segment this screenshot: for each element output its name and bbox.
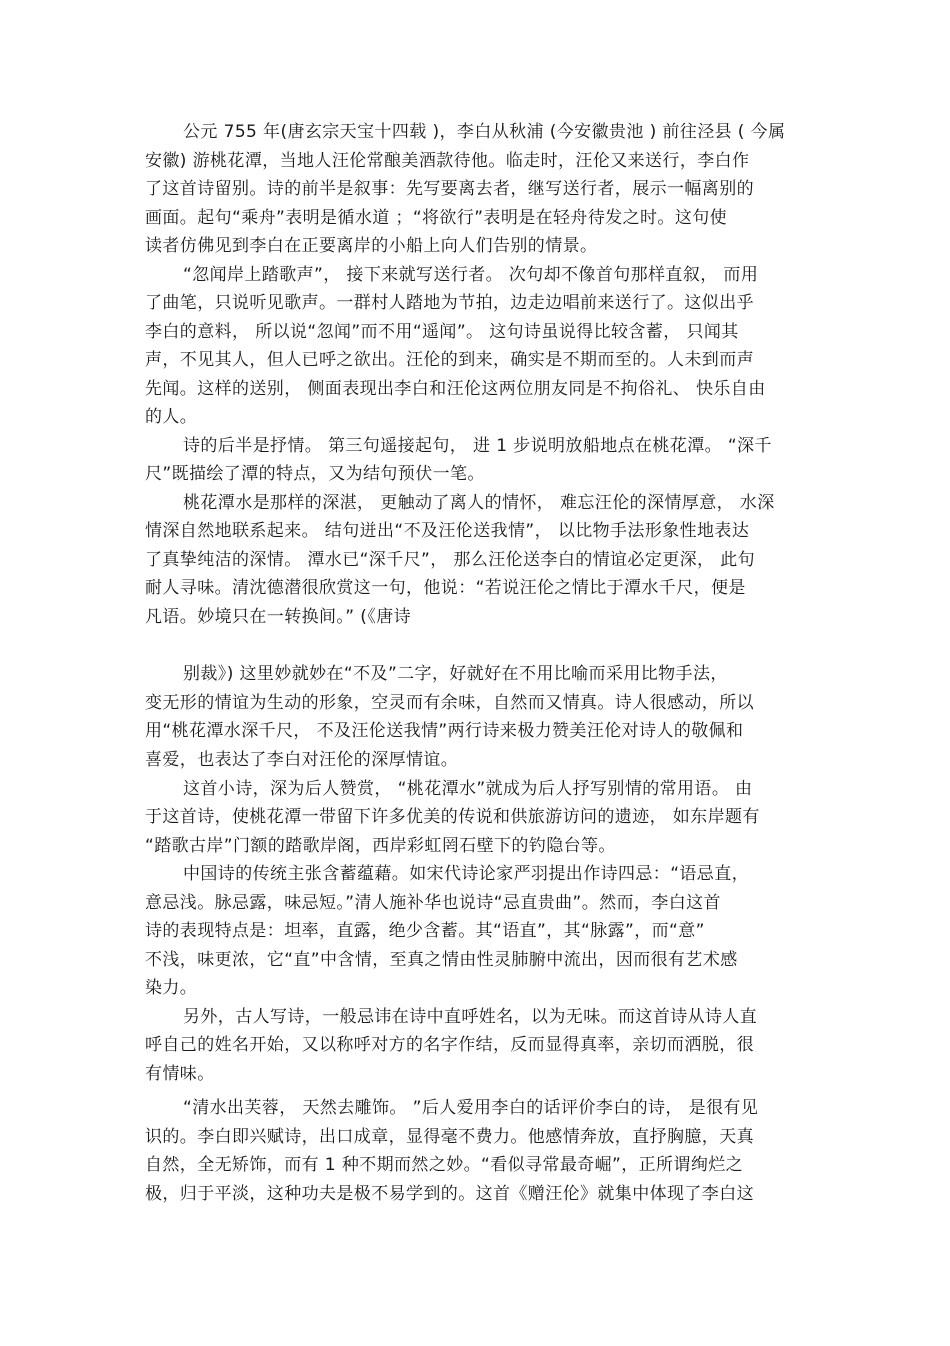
text-line: 先闻。这样的送别， 侧面表现出李白和汪伦这两位朋友同是不拘俗礼、 快乐自由 [145, 379, 766, 399]
text-line: 不浅，味更浓，它“直”中含情，至真之情由性灵肺腑中流出，因而很有艺术感 [145, 950, 738, 970]
text-line: 情深自然地联系起来。 结句迸出“不及汪伦送我情”， 以比物手法形象性地表达 [145, 521, 750, 541]
text-line: 有情味。 [145, 1064, 215, 1084]
text-line: 意忌浅。脉忌露，味忌短。”清人施补华也说诗“忌直贵曲”。然而，李白这首 [145, 893, 721, 913]
text-line: 声，不见其人，但人已呼之欲出。汪伦的到来，确实是不期而至的。人未到而声 [145, 350, 754, 370]
text-line: 画面。起句“乘舟”表明是循水道 ；“将欲行”表明是在轻舟待发之时。这句使 [145, 208, 728, 228]
text-line: 桃花潭水是那样的深湛， 更触动了离人的情怀， 难忘汪伦的深情厚意， 水深 [183, 493, 775, 513]
text-line: 用“桃花潭水深千尺， 不及汪伦送我情”两行诗来极力赞美汪伦对诗人的敬佩和 [145, 721, 744, 741]
text-line: 于这首诗，使桃花潭一带留下许多优美的传说和供旅游访问的遗迹， 如东岸题有 [145, 807, 760, 827]
text-line: “忽闻岸上踏歌声”， 接下来就写送行者。 次句却不像首句那样直叙， 而用 [183, 265, 759, 285]
text-line: 自然，全无矫饰，而有 1 种不期而然之妙。“看似寻常最奇崛”，正所谓绚烂之 [145, 1155, 744, 1175]
text-line: 这首小诗，深为后人赞赏， “桃花潭水”就成为后人抒写别情的常用语。 由 [183, 779, 753, 799]
text-line: 了真挚纯洁的深情。 潭水已“深千尺”， 那么汪伦送李白的情谊必定更深， 此句 [145, 550, 756, 570]
text-line: 了曲笔，只说听见歌声。一群村人踏地为节拍，边走边唱前来送行了。这似出乎 [145, 293, 754, 313]
text-line: 另外，古人写诗，一般忌讳在诗中直呼姓名，以为无味。而这首诗从诗人直 [183, 1007, 758, 1027]
text-line: 凡语。妙境只在一转换间。” (《唐诗 [145, 607, 412, 627]
text-line: 的人。 [145, 407, 198, 427]
text-line: 识的。李白即兴赋诗，出口成章，显得毫不费力。他感情奔放，直抒胸臆，天真 [145, 1127, 754, 1147]
text-line: 耐人寻味。清沈德潜很欣赏这一句，他说：“若说汪伦之情比于潭水千尺，便是 [145, 578, 746, 598]
text-line: 喜爱，也表达了李白对汪伦的深厚情谊。 [145, 750, 459, 770]
text-line: 极，归于平淡，这种功夫是极不易学到的。这首《赠汪伦》就集中体现了李白这 [145, 1184, 754, 1204]
text-line: 安徽) 游桃花潭，当地人汪伦常酿美酒款待他。临走时，汪伦又来送行，李白作 [145, 151, 750, 171]
text-line: 李白的意料， 所以说“忽闻”而不用“遥闻”。 这句诗虽说得比较含蓄， 只闻其 [145, 322, 739, 342]
text-line: 中国诗的传统主张含蓄蕴藉。如宋代诗论家严羽提出作诗四忌：“语忌直， [183, 864, 750, 884]
text-line: 了这首诗留别。诗的前半是叙事：先写要离去者，继写送行者，展示一幅离别的 [145, 179, 754, 199]
text-line: 诗的后半是抒情。 第三句遥接起句， 进 1 步说明放船地点在桃花潭。 “深千 [183, 436, 772, 456]
text-line: “踏歌古岸”门额的踏歌岸阁，西岸彩虹罔石壁下的钓隐台等。 [145, 836, 616, 856]
text-line: 读者仿佛见到李白在正要离岸的小船上向人们告别的情景。 [145, 236, 598, 256]
text-line: 别裁》) 这里妙就妙在“不及”二字，好就好在不用比喻而采用比物手法， [183, 664, 728, 684]
text-line: 诗的表现特点是：坦率，直露，绝少含蓄。其“语直”，其“脉露”，而“意” [145, 921, 705, 941]
text-line: 尺”既描绘了潭的特点，又为结句预伏一笔。 [145, 464, 485, 484]
text-line: 染力。 [145, 978, 198, 998]
text-line: 变无形的情谊为生动的形象，空灵而有余味，自然而又情真。诗人很感动，所以 [145, 693, 754, 713]
text-line: “清水出芙蓉， 天然去雕饰。 ”后人爱用李白的话评价李白的诗， 是很有见 [183, 1098, 759, 1118]
text-line: 公元 755 年(唐玄宗天宝十四载 )，李白从秋浦 (今安徽贵池 ) 前往泾县 ( 今属 [183, 122, 786, 142]
text-line: 呼自己的姓名开始，又以称呼对方的名字作结，反而显得真率，亲切而洒脱，很 [145, 1035, 754, 1055]
